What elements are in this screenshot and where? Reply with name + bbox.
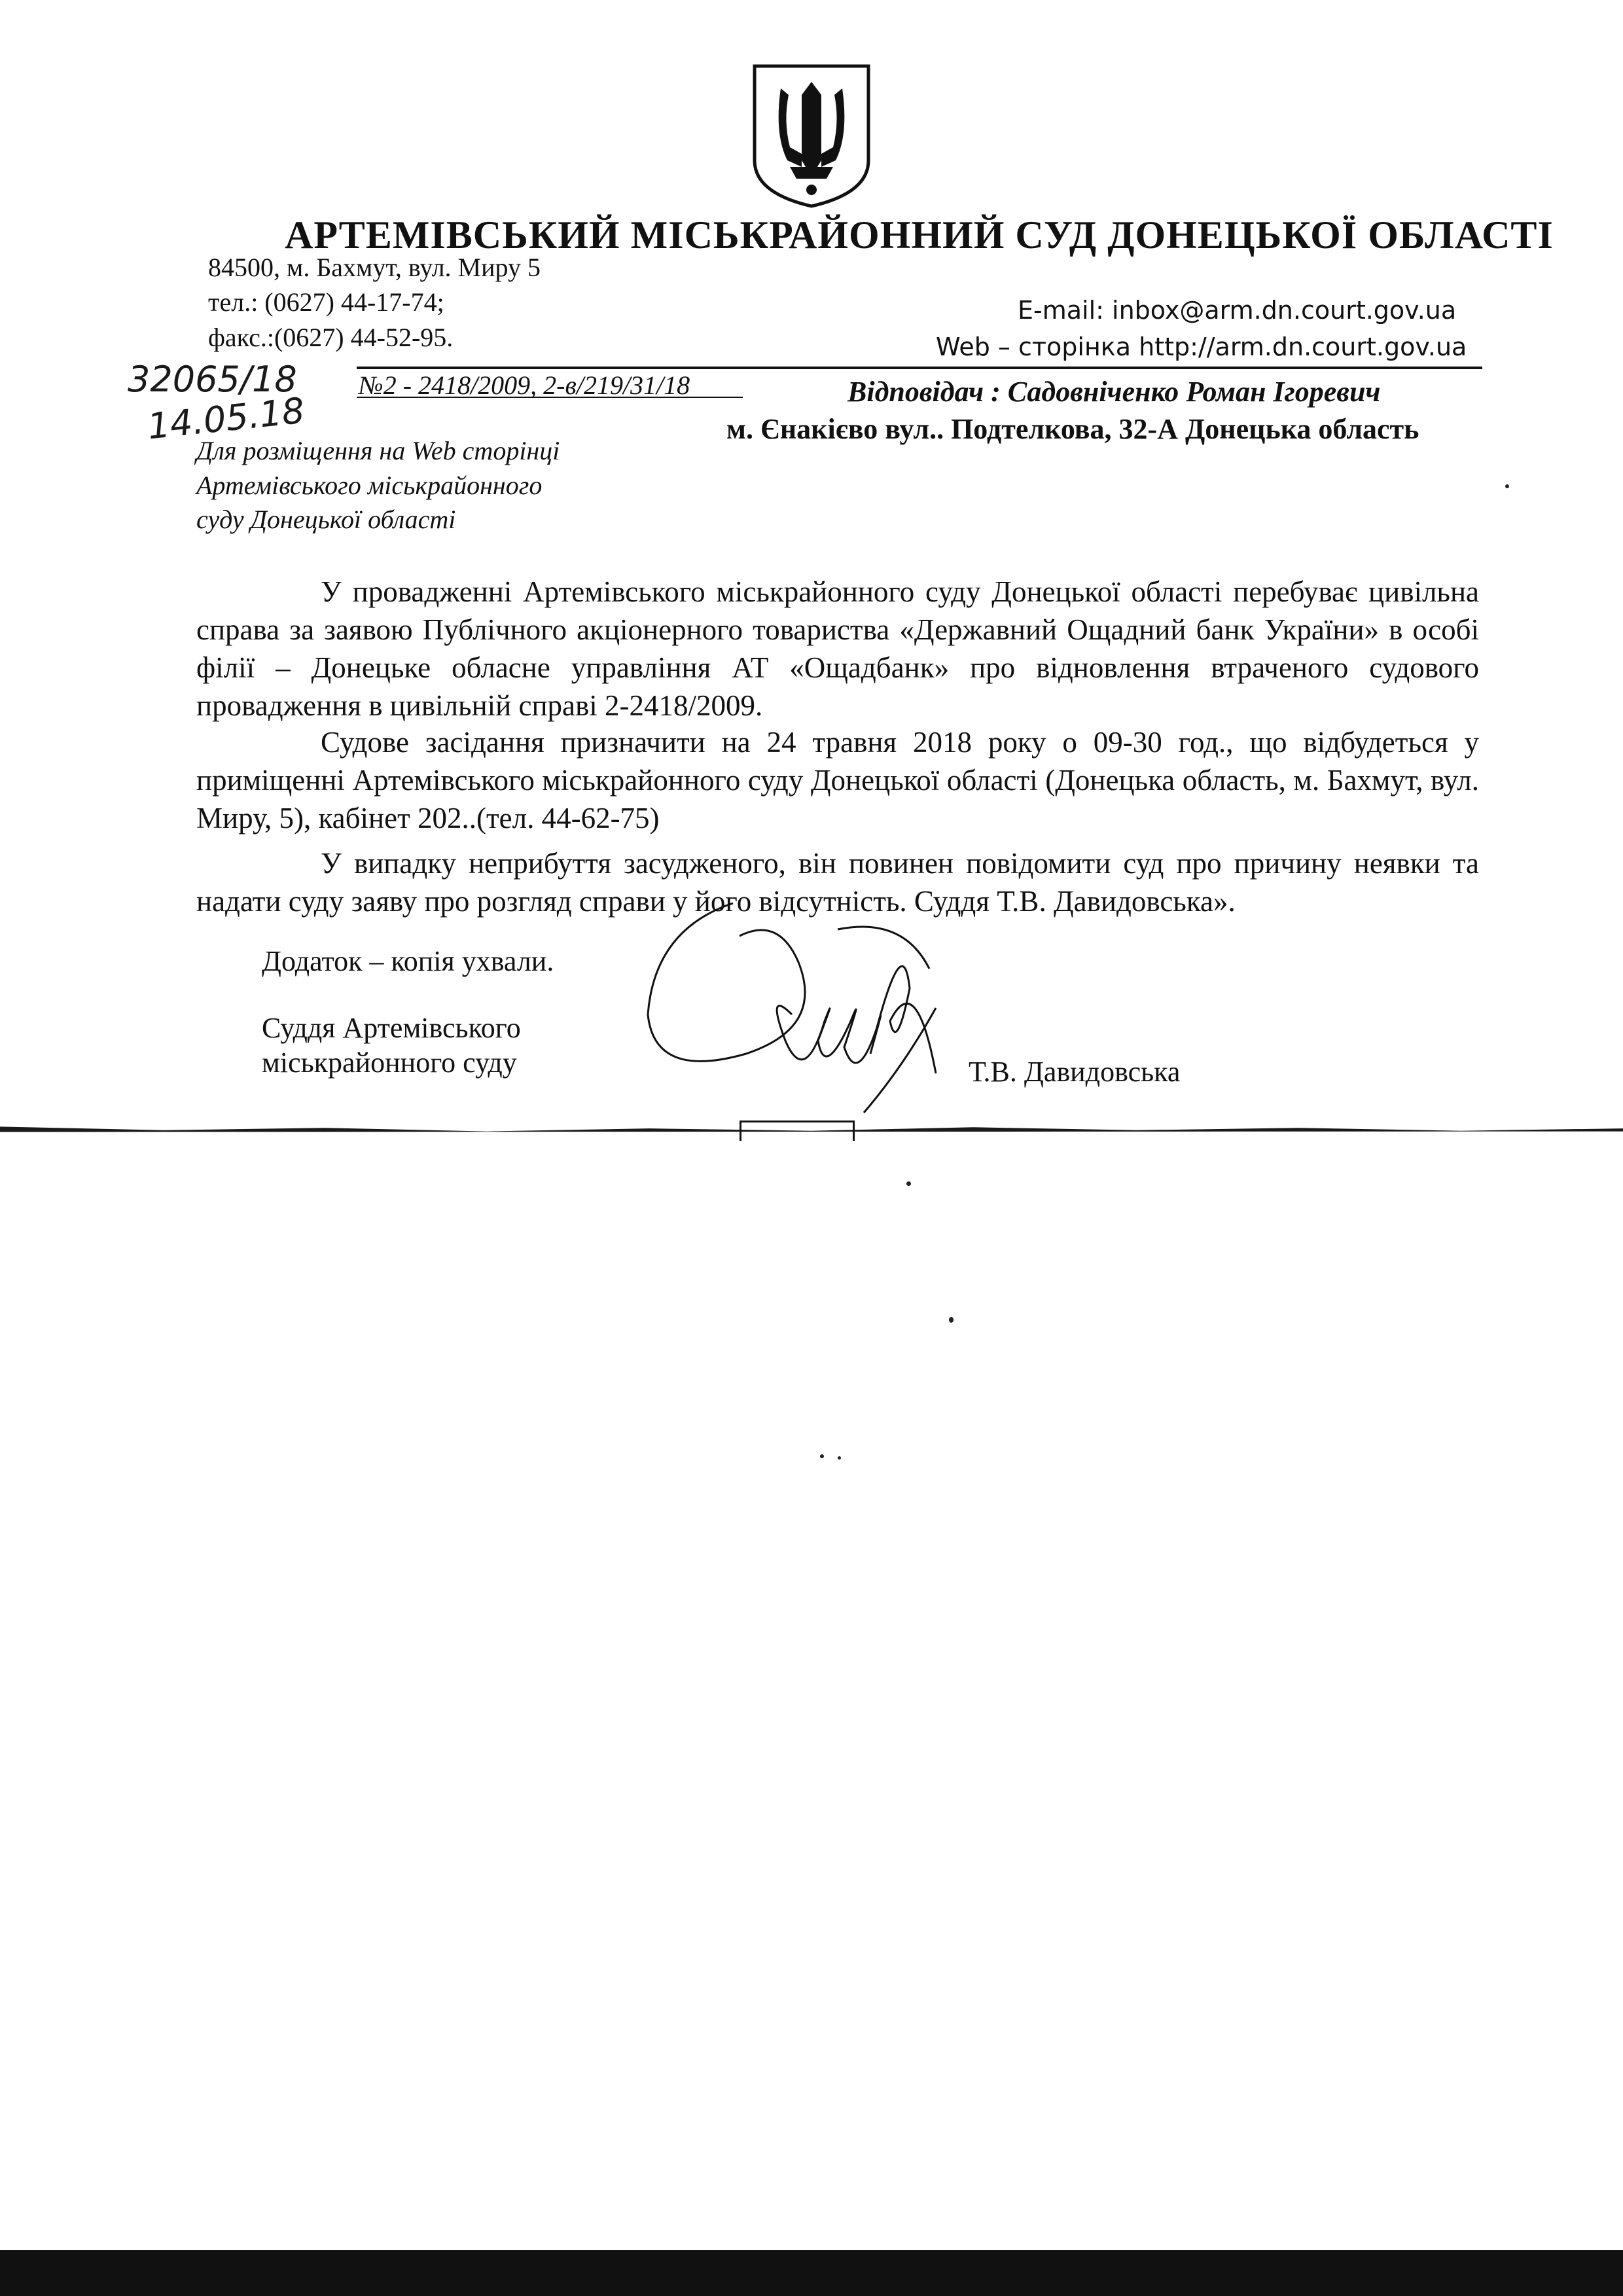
court-phone: тел.: (0627) 44-17-74; [208, 287, 444, 317]
stamp-box-fragment [740, 1121, 855, 1141]
signature-title-line-1: Суддя Артемівського [262, 1012, 521, 1044]
scan-speck [949, 1317, 954, 1323]
scan-bottom-bar [0, 2250, 1623, 2296]
body-paragraph-2: Судове засідання призначити на 24 травня 2018 року о 09-30 год., що відбудеться у приміщенні Артемівського міськрайонного суду Донецької області (Донецька область, м. Бахмут, вул. Миру, 5), кабінет 202..(тел. 44-62-75) [196, 726, 1479, 834]
handwritten-registration-number: 32065/18 [128, 359, 297, 400]
scan-speck [906, 1181, 911, 1186]
case-number: №2 - 2418/2009, 2-в/219/31/18 [359, 370, 690, 400]
handwritten-signature [628, 890, 1021, 1126]
placement-note-line-1: Для розміщення на Web сторінці [196, 436, 560, 465]
scan-speck [1505, 484, 1509, 488]
signature-name: Т.В. Давидовська [969, 1056, 1181, 1088]
scan-speck [820, 1454, 824, 1458]
court-address: 84500, м. Бахмут, вул. Миру 5 [208, 253, 541, 282]
handwritten-registration-date: 14.05.18 [145, 389, 307, 448]
placement-note-line-2: Артемівського міськрайонного [196, 471, 543, 500]
attachment-note: Додаток – копія ухвали. [262, 945, 554, 977]
court-fax: факс.:(0627) 44-52-95. [208, 323, 454, 352]
signature-title-line-2: міськрайонного суду [262, 1047, 517, 1079]
coat-of-arms-icon [749, 62, 874, 209]
header-rule [357, 367, 1482, 369]
court-email: E-mail: inbox@arm.dn.court.gov.ua [1018, 296, 1457, 325]
court-name-heading: АРТЕМІВСЬКИЙ МІСЬКРАЙОННИЙ СУД ДОНЕЦЬКОЇ ОБЛАСТІ [285, 213, 1554, 257]
scan-speck [838, 1456, 841, 1460]
court-web: Web – сторінка http://arm.dn.court.gov.ua [936, 332, 1467, 361]
body-paragraph-3: У випадку неприбуття засудженого, він повинен повідомити суд про причину неявки та надати суду заяву про розгляд справи у його відсутність. Суддя Т.В. Давидовська». [196, 847, 1479, 918]
respondent-name: Відповідач : Садовніченко Роман Ігоревич [847, 376, 1381, 408]
respondent-address: м. Єнакієво вул.. Подтелкова, 32-А Донецька область [726, 413, 1419, 445]
placement-note-line-3: суду Донецької області [196, 505, 456, 534]
body-paragraph-1: У провадженні Артемівського міськрайонного суду Донецької області перебуває цивільна справа за заявою Публічного акціонерного товариства «Державний Ощадний банк України» в особі філії – Донецьке обласне управління АТ «Ощадбанк» про відновлення втраченого судового провадження в цивільній справі 2-2418/2009. [196, 575, 1479, 722]
